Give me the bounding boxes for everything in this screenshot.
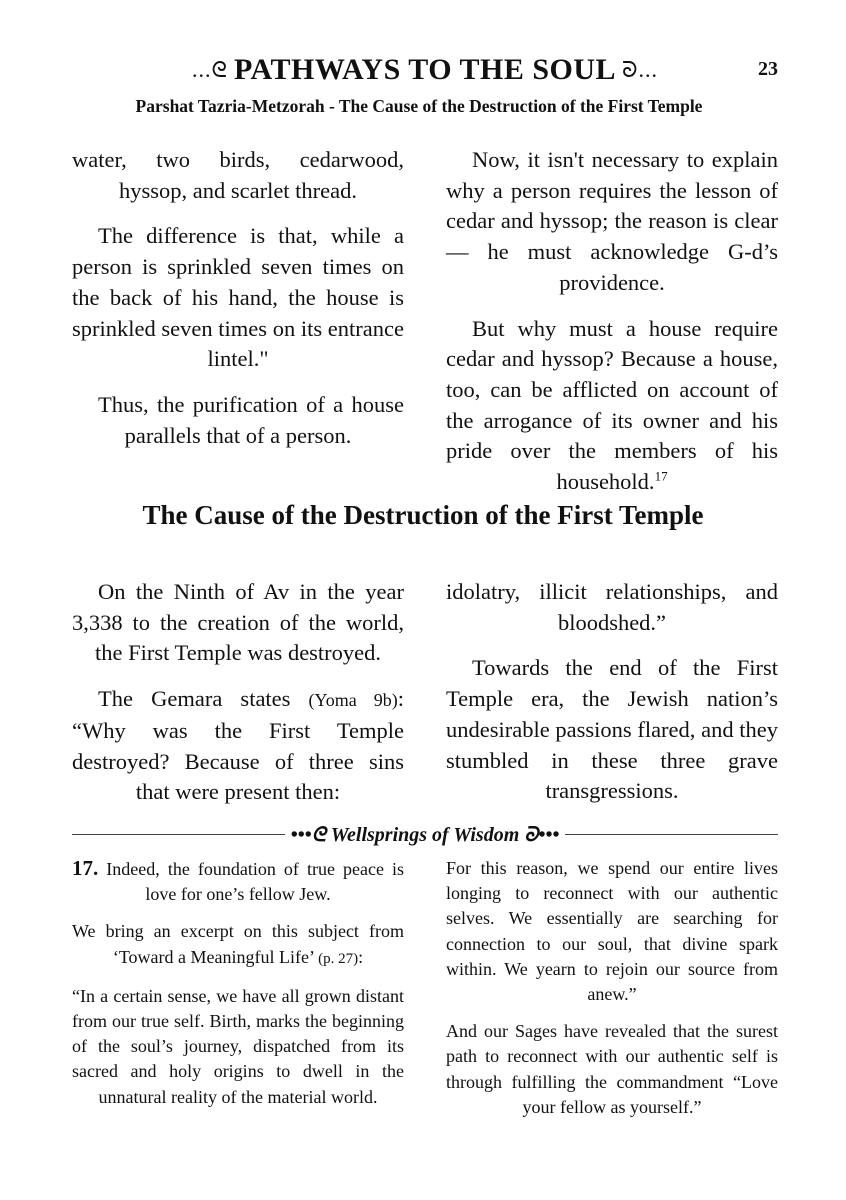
paragraph: The difference is that, while a person is sprinkled seven times on the back of his hand, the house is sprinkled seven times on its entrance lintel." (72, 223, 404, 372)
source-reference: (Yoma 9b) (308, 690, 398, 711)
paragraph (446, 314, 778, 498)
ornament-right-icon: ᘐ••• (524, 824, 560, 846)
ornament-left-icon: ...ᘓ (191, 57, 228, 82)
paragraph: Towards the end of the First Temple era, the Jewish nation’s undesirable passions flared, and they stumbled in these three grave transgressions. (446, 655, 778, 804)
running-header (72, 50, 778, 90)
paragraph-text: But why must a house require cedar and hyssop? Because a house, too, can be afflicted on account of the arrogance of its owner and his pride over the members of his household. (446, 315, 778, 495)
footnote-text: We bring an excerpt on this subject from ‘Toward a Meaningful Life’ (72, 921, 404, 967)
top-right-column (446, 145, 778, 498)
footnote-text: Indeed, the foundation of true peace is love for one’s fellow Jew. (98, 859, 404, 905)
footnote: And our Sages have revealed that the surest path to reconnect with our authentic self is through fulfilling the commandment “Love your fellow as yourself.” (446, 1021, 778, 1117)
paragraph: Thus, the purification of a house parallels that of a person. (98, 391, 404, 448)
footnote-reference: 17 (654, 468, 668, 484)
middle-left-column (72, 577, 404, 808)
footnote (72, 919, 404, 971)
footnotes-right-column (446, 856, 778, 1120)
paragraph: water, two birds, cedarwood, hyssop, and scarlet thread. (72, 147, 404, 203)
chapter-subtitle: Parshat Tazria-Metzorah - The Cause of the Destruction of the First Temple (135, 96, 703, 116)
footnote (72, 856, 404, 907)
footnote-text: : (358, 946, 364, 967)
footnotes-left-column (72, 856, 404, 1110)
footnote-number: 17. (72, 856, 99, 880)
paragraph: Now, it isn't necessary to explain why a person requires the lesson of cedar and hyssop; the reason is clear — he must acknowledge G-d’s providence. (446, 147, 778, 295)
footnote: “In a certain sense, we have all grown distant from our true self. Birth, marks the beginning of the soul’s journey, dispatched from its sacred and holy origins to dwell in the unnatural reality of the material world. (72, 985, 404, 1107)
paragraph-text: The Gemara states (98, 686, 309, 712)
section-heading: The Cause of the Destruction of the First Temple (142, 500, 704, 530)
book-title: PATHWAYS TO THE SOUL (233, 53, 617, 86)
middle-right-column (446, 577, 778, 807)
ornament-right-icon: ᘐ... (622, 57, 659, 82)
paragraph: idolatry, illicit relationships, and bloodshed.” (446, 579, 778, 635)
ornament-left-icon: •••ᘓ (290, 824, 326, 846)
wellsprings-label (285, 822, 566, 848)
paragraph: On the Ninth of Av in the year 3,338 to the creation of the world, the First Temple was destroyed. (72, 579, 404, 666)
paragraph-text: : “Why was the First Temple destroyed? Because of three sins that were present then: (72, 686, 404, 805)
paragraph (72, 684, 404, 808)
wellsprings-divider (72, 822, 778, 848)
divider-title: Wellsprings of Wisdom (330, 824, 520, 846)
top-left-column (72, 145, 404, 451)
source-reference: (p. 27) (318, 950, 359, 967)
footnote: For this reason, we spend our entire lives longing to reconnect with our authentic selves. We essentially are searching for connection to our soul, that divine spark within. We yearn to rejoin our source from anew.” (446, 858, 778, 1005)
page-number: 23 (758, 58, 778, 80)
